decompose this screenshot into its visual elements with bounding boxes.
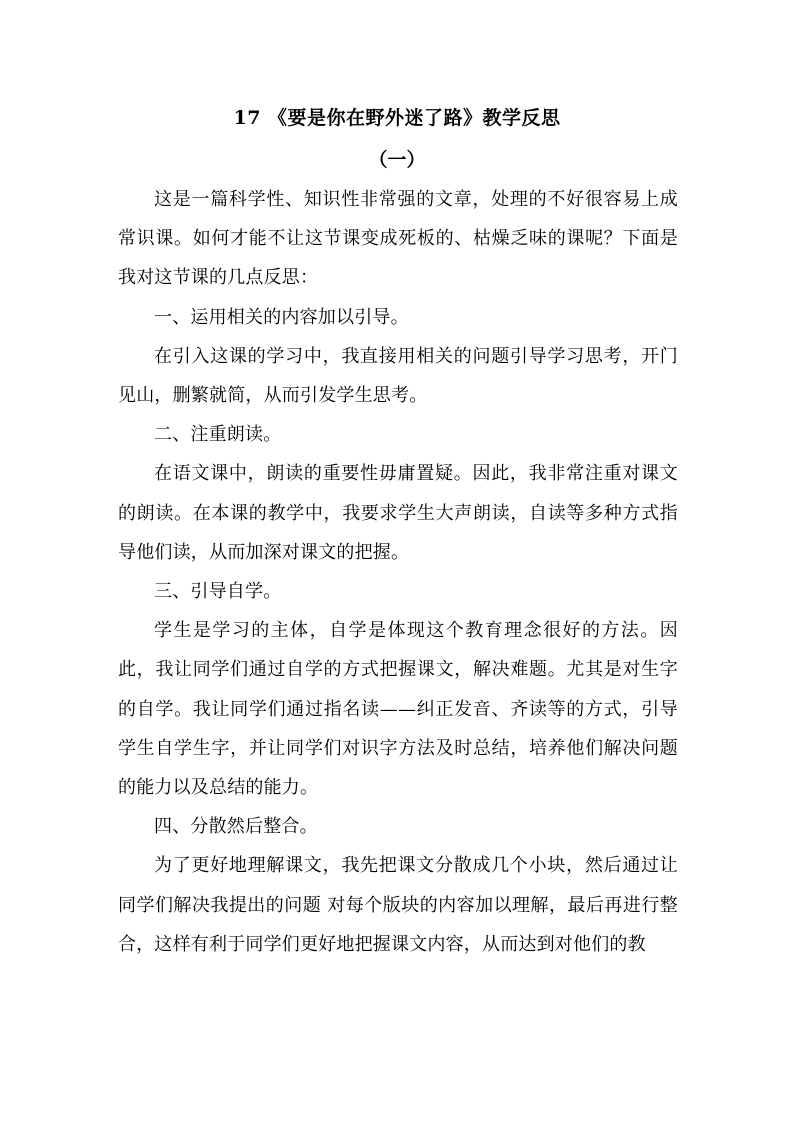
paragraph-4: 为了更好地理解课文，我先把课文分散成几个小块，然后通过让同学们解决我提出的问题 对每个版块的内容加以理解，最后再进行整合，这样有利于同学们更好地把握课文内容，从而达到对他们的教	[118, 855, 678, 955]
document-body	[118, 180, 678, 964]
paragraph-1: 在引入这课的学习中，我直接用相关的问题引导学习思考，开门见山，删繁就简，从而引发学生思考。	[118, 345, 678, 407]
paragraph-3: 学生是学习的主体，自学是体现这个教育理念很好的方法。因此，我让同学们通过自学的方式把握课文，解决难题。尤其是对生字的自学。我让同学们通过指名读——纠正发音、齐读等的方式，引导学生自学生字，并让同学们对识字方法及时总结，培养他们解决问题的能力以及总结的能力。	[118, 620, 678, 799]
paragraph-intro: 这是一篇科学性、知识性非常强的文章，处理的不好很容易上成常识课。如何才能不让这节课变成死板的、枯燥乏味的课呢？下面是我对这节课的几点反思：	[118, 189, 678, 289]
section-heading-3: 三、引导自学。	[154, 581, 282, 603]
section-heading-2: 二、注重朗读。	[154, 424, 282, 446]
section-heading-1: 一、运用相关的内容加以引导。	[154, 306, 409, 328]
section-heading-4: 四、分散然后整合。	[154, 816, 318, 838]
paragraph-2: 在语文课中，朗读的重要性毋庸置疑。因此，我非常注重对课文的朗读。在本课的教学中，我要求学生大声朗读，自读等多种方式指导他们读，从而加深对课文的把握。	[118, 463, 678, 563]
document-subtitle: （一）	[368, 149, 426, 171]
document-title: 17 《要是你在野外迷了路》教学反思	[233, 107, 561, 129]
